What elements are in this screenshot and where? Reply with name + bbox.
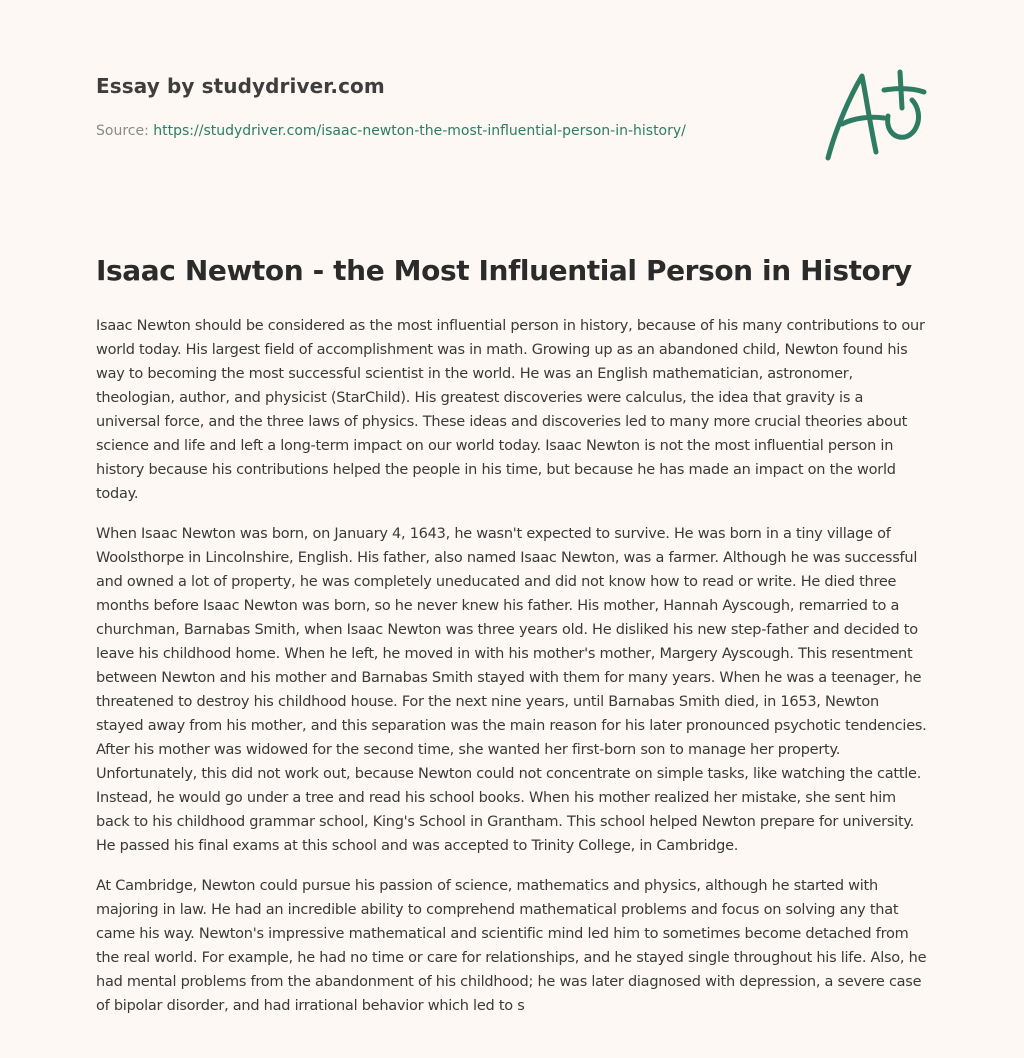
source-label: Source: [96,123,154,139]
source-link[interactable]: https://studydriver.com/isaac-newton-the-most-influential-person-in-history/ [153,123,686,139]
essay-paragraph: At Cambridge, Newton could pursue his passion of science, mathematics and physics, although he started with majoring in law. He had an incredible ability to comprehend mathematical problems and focus on solving any that came his way. Newton's impressive mathematical and scientific mind led him to sometimes become detached from the real world. For example, he had no time or care for relationships, and he stayed single throughout his life. Also, he had mental problems from the abandonment of his childhood; he was later diagnosed with depression, a severe case of bipolar disorder, and had irrational behavior which led to s [96,878,927,1014]
essay-title: Isaac Newton - the Most Influential Person in History [96,254,912,287]
source-line [96,123,796,139]
essay-header [96,74,796,139]
essay-paragraph: When Isaac Newton was born, on January 4, 1643, he wasn't expected to survive. He was born in a tiny village of Woolsthorpe in Lincolnshire, English. His father, also named Isaac Newton, was a farmer. Although he was successful and owned a lot of property, he was completely uneducated and did not know how to read or write. He died three months before Isaac Newton was born, so he never knew his father. His mother, Hannah Ayscough, remarried to a churchman, Barnabas Smith, when Isaac Newton was three years old. He disliked his new step-father and decided to leave his childhood home. When he left, he moved in with his mother's mother, Margery Ayscough. This resentment between Newton and his mother and Barnabas Smith stayed with them for many years. When he was a teenager, he threatened to destroy his childhood house. For the next nine years, until Barnabas Smith died, in 1653, Newton stayed away from his mother, and this separation was the main reason for his later pronounced psychotic tendencies. After his mother was widowed for the second time, she wanted her first-born son to manage her property. Unfortunately, this did not work out, because Newton could not concentrate on simple tasks, like watching the cattle. Instead, he would go under a tree and read his school books. When his mother realized her mistake, she sent him back to his childhood grammar school, King's School in Grantham. This school helped Newton prepare for university. He passed his final exams at this school and was accepted to Trinity College, in Cambridge. [96,526,927,854]
brand-title: Essay by studydriver.com [96,74,385,98]
a-plus-logo [818,66,930,166]
a-plus-logo-icon [818,66,930,166]
essay-paragraph: Isaac Newton should be considered as the most influential person in history, because of his many contributions to our world today. His largest field of accomplishment was in math. Growing up as an abandoned child, Newton found his way to becoming the most successful scientist in the world. He was an English mathematician, astronomer, theologian, author, and physicist (StarChild). His greatest discoveries were calculus, the idea that gravity is a universal force, and the three laws of physics. These ideas and discoveries led to many more crucial theories about science and life and left a long-term impact on our world today. Isaac Newton is not the most influential person in history because his contributions helped the people in his time, but because he has made an impact on the world today. [96,318,925,502]
essay-body [96,314,930,1058]
